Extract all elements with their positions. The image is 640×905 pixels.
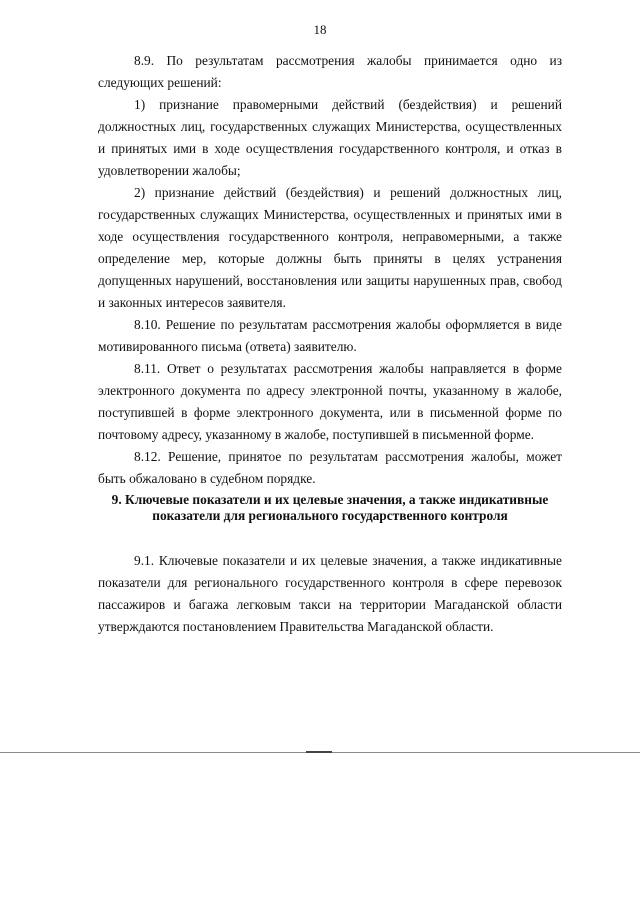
- paragraph-8-11: 8.11. Ответ о результатах рассмотрения жалобы направляется в форме электронного документа по адресу электронной почты, указанному в жалобе, поступившей в форме электронного документа, или в письменной форме по почтовому адресу, указанному в жалобе, поступившей в письменной форме.: [98, 361, 562, 442]
- paragraph-8-12: 8.12. Решение, принятое по результатам рассмотрения жалобы, может быть обжаловано в судебном порядке.: [98, 449, 562, 486]
- page-number: 18: [313, 22, 327, 37]
- footer-mark: [306, 751, 332, 753]
- paragraph-8-9-item-1: 1) признание правомерными действий (бездействия) и решений должностных лиц, государственных служащих Министерства, осуществленных и принятых ими в ходе осуществления государственного контроля, и отказ в удовлетворении жалобы;: [98, 97, 562, 178]
- paragraph-8-9-item-2: 2) признание действий (бездействия) и решений должностных лиц, государственных служащих Министерства, осуществленных и принятых ими в ходе осуществления государственного контроля, неправомерными, а также определение мер, которые должны быть приняты в целях устранения допущенных нарушений, восстановления или защиты нарушенных прав, свобод и законных интересов заявителя.: [98, 185, 562, 310]
- section-9-heading: 9. Ключевые показатели и их целевые значения, а также индикативные показатели для регионального государственного контроля: [111, 492, 549, 523]
- document-body: [98, 50, 562, 638]
- paragraph-9-1: 9.1. Ключевые показатели и их целевые значения, а также индикативные показатели для регионального государственного контроля в сфере перевозок пассажиров и багажа легковым такси на территории Магаданской области утверждаются постановлением Правительства Магаданской области.: [98, 553, 562, 634]
- paragraph-8-10: 8.10. Решение по результатам рассмотрения жалобы оформляется в виде мотивированного письма (ответа) заявителю.: [98, 317, 562, 354]
- paragraph-8-9: 8.9. По результатам рассмотрения жалобы принимается одно из следующих решений:: [98, 53, 562, 90]
